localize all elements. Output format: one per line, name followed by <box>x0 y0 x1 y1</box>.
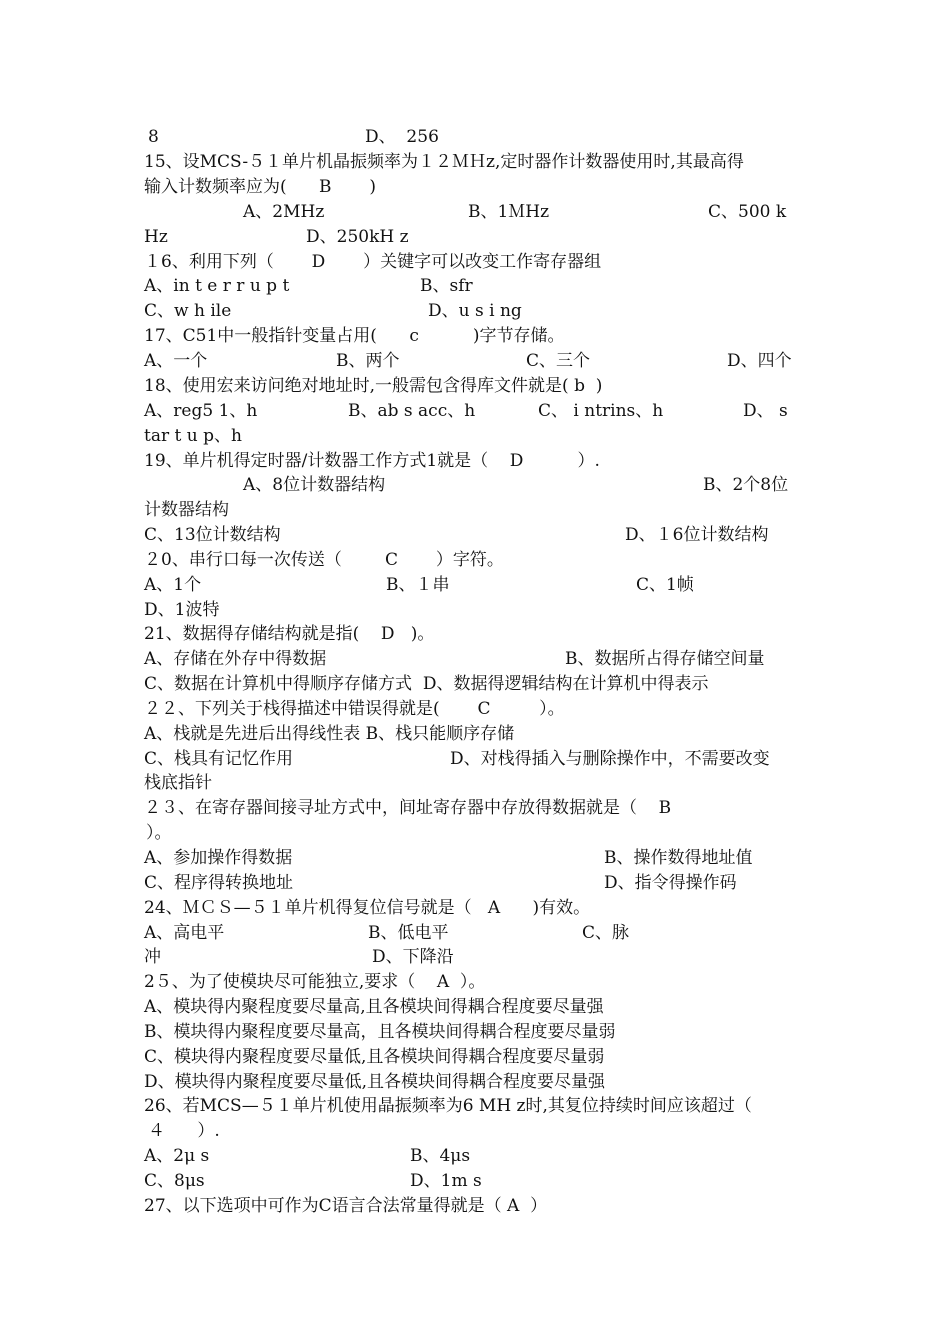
text-line <box>0 970 950 995</box>
text-line <box>0 697 950 722</box>
text-segment: A、8位计数器结构 <box>243 475 386 495</box>
text-line <box>0 399 950 424</box>
text-segment: 19、单片机得定时器/计数器工作方式1就是（ D ）. <box>144 451 600 471</box>
text-line <box>0 921 950 946</box>
text-line <box>0 523 950 548</box>
text-line <box>0 374 950 399</box>
text-line <box>0 598 950 623</box>
text-segment: A、2μ s <box>144 1146 210 1166</box>
text-segment: D、 s <box>743 401 788 421</box>
text-segment: Hz <box>144 227 168 247</box>
text-segment: A、存储在外存中得数据 <box>144 649 327 669</box>
text-line <box>0 324 950 349</box>
text-segment: A、2MHz <box>243 202 325 222</box>
text-segment: D、对栈得插入与删除操作中，不需要改变 <box>450 749 770 769</box>
text-line <box>0 250 950 275</box>
text-segment: 2５、为了使模块尽可能独立,要求（ A ）。 <box>144 972 486 992</box>
text-segment: 27、以下选项中可作为C语言合法常量得就是（ A ） <box>144 1196 548 1216</box>
text-segment: 15、设MCS-５１单片机晶振频率为１２ＭＨz,定时器作计数器使用时,其最高得 <box>144 152 744 172</box>
text-segment: D、1波特 <box>144 600 220 620</box>
text-line <box>0 821 950 846</box>
text-line <box>0 945 950 970</box>
text-segment: C、程序得转换地址 <box>144 873 294 893</box>
text-segment: C、模块得内聚程度要尽量低,且各模块间得耦合程度要尽量弱 <box>144 1047 605 1067</box>
text-segment: 21、数据得存储结构就是指( D )。 <box>144 624 435 644</box>
text-line <box>0 871 950 896</box>
text-segment: ２３、在寄存器间接寻址方式中，间址寄存器中存放得数据就是（ B <box>144 798 672 818</box>
text-line <box>0 672 950 697</box>
text-line <box>0 747 950 772</box>
text-line <box>0 1169 950 1194</box>
text-segment: C、数据在计算机中得顺序存储方式 D、数据得逻辑结构在计算机中得表示 <box>144 674 709 694</box>
text-line <box>0 647 950 672</box>
text-segment: C、500 k <box>708 202 787 222</box>
text-line <box>0 449 950 474</box>
text-segment: C、三个 <box>526 351 591 371</box>
text-segment: A、参加操作得数据 <box>144 848 293 868</box>
text-segment: B、低电平 <box>368 923 449 943</box>
text-line <box>0 473 950 498</box>
text-segment: 18、使用宏来访问绝对地址时,一般需包含得库文件就是( b ) <box>144 376 603 396</box>
text-line <box>0 1119 950 1144</box>
text-segment: B、操作数得地址值 <box>604 848 753 868</box>
text-segment: 8 <box>148 127 159 147</box>
text-segment: 计数器结构 <box>144 500 229 520</box>
text-segment: A、reg5 1、h <box>144 401 258 421</box>
text-line <box>0 995 950 1020</box>
text-line <box>0 1144 950 1169</box>
text-segment: D、下降沿 <box>372 947 454 967</box>
text-segment: B、1ＭHz <box>468 202 550 222</box>
text-segment: D、指令得操作码 <box>604 873 737 893</box>
text-segment: C、w h ile <box>144 301 232 321</box>
text-segment: B、2个8位 <box>703 475 789 495</box>
text-segment: B、ab s acc、h <box>348 401 476 421</box>
text-line <box>0 573 950 598</box>
text-segment: B、模块得内聚程度要尽量高，且各模块间得耦合程度要尽量弱 <box>144 1022 616 1042</box>
text-segment: B、两个 <box>336 351 400 371</box>
text-line <box>0 424 950 449</box>
text-segment: 17、C51中一般指针变量占用( c )字节存储。 <box>144 326 565 346</box>
text-line <box>0 125 950 150</box>
text-segment: B、sfr <box>420 276 473 296</box>
text-segment: B、4μs <box>410 1146 471 1166</box>
text-segment: C、1帧 <box>636 575 694 595</box>
text-line <box>0 175 950 200</box>
text-segment: 栈底指针 <box>144 773 212 793</box>
text-segment: A、一个 <box>144 351 208 371</box>
text-segment: A、高电平 <box>144 923 225 943</box>
text-line <box>0 1045 950 1070</box>
text-segment: ２２、下列关于栈得描述中错误得就是( C ）。 <box>144 699 565 719</box>
text-segment: ）。 <box>146 823 172 843</box>
text-segment: A、栈就是先进后出得线性表 B、栈只能顺序存储 <box>144 724 515 744</box>
text-segment: 26、若MCS—５１单片机使用晶振频率为6 MH z时,其复位持续时间应该超过（ <box>144 1096 752 1116</box>
text-line <box>0 1020 950 1045</box>
text-segment: D、１6位计数结构 <box>625 525 769 545</box>
text-segment: D、u s i ng <box>428 301 522 321</box>
text-segment: D、模块得内聚程度要尽量低,且各模块间得耦合程度要尽量强 <box>144 1072 606 1092</box>
text-line <box>0 1194 950 1219</box>
text-segment: C、栈具有记忆作用 <box>144 749 294 769</box>
text-segment: 输入计数频率应为( B ) <box>144 177 377 197</box>
text-segment: B、１串 <box>386 575 450 595</box>
text-segment: C、 i ntrins、h <box>538 401 664 421</box>
text-line <box>0 200 950 225</box>
text-line <box>0 622 950 647</box>
text-line <box>0 846 950 871</box>
text-segment: D、250kH z <box>306 227 409 247</box>
text-line <box>0 722 950 747</box>
text-segment: D、1m s <box>410 1171 482 1191</box>
text-line <box>0 796 950 821</box>
text-segment: ２0、串行口每一次传送（ C ）字符。 <box>144 550 504 570</box>
text-segment: A、模块得内聚程度要尽量高,且各模块间得耦合程度要尽量强 <box>144 997 604 1017</box>
text-segment: D、四个 <box>727 351 792 371</box>
text-segment: １6、利用下列（ D ）关键字可以改变工作寄存器组 <box>144 252 602 272</box>
text-segment: C、脉 <box>582 923 630 943</box>
text-segment: D、 256 <box>365 127 439 147</box>
text-line <box>0 150 950 175</box>
text-line <box>0 225 950 250</box>
text-segment: C、8μs <box>144 1171 205 1191</box>
text-segment: C、13位计数结构 <box>144 525 281 545</box>
text-line <box>0 498 950 523</box>
text-line <box>0 771 950 796</box>
text-segment: B、数据所占得存储空间量 <box>565 649 765 669</box>
text-segment: A、in t e r r u p t <box>144 276 290 296</box>
text-line <box>0 1070 950 1095</box>
text-segment: ４ ）. <box>148 1121 220 1141</box>
text-segment: tar t u p、h <box>144 426 242 446</box>
text-segment: A、1个 <box>144 575 202 595</box>
text-line <box>0 299 950 324</box>
text-line <box>0 1094 950 1119</box>
text-segment: 冲 <box>144 947 161 967</box>
text-line <box>0 896 950 921</box>
text-line <box>0 274 950 299</box>
text-line <box>0 548 950 573</box>
text-line <box>0 349 950 374</box>
text-segment: 24、ＭＣＳ—５１单片机得复位信号就是（ A )有效。 <box>144 898 591 918</box>
